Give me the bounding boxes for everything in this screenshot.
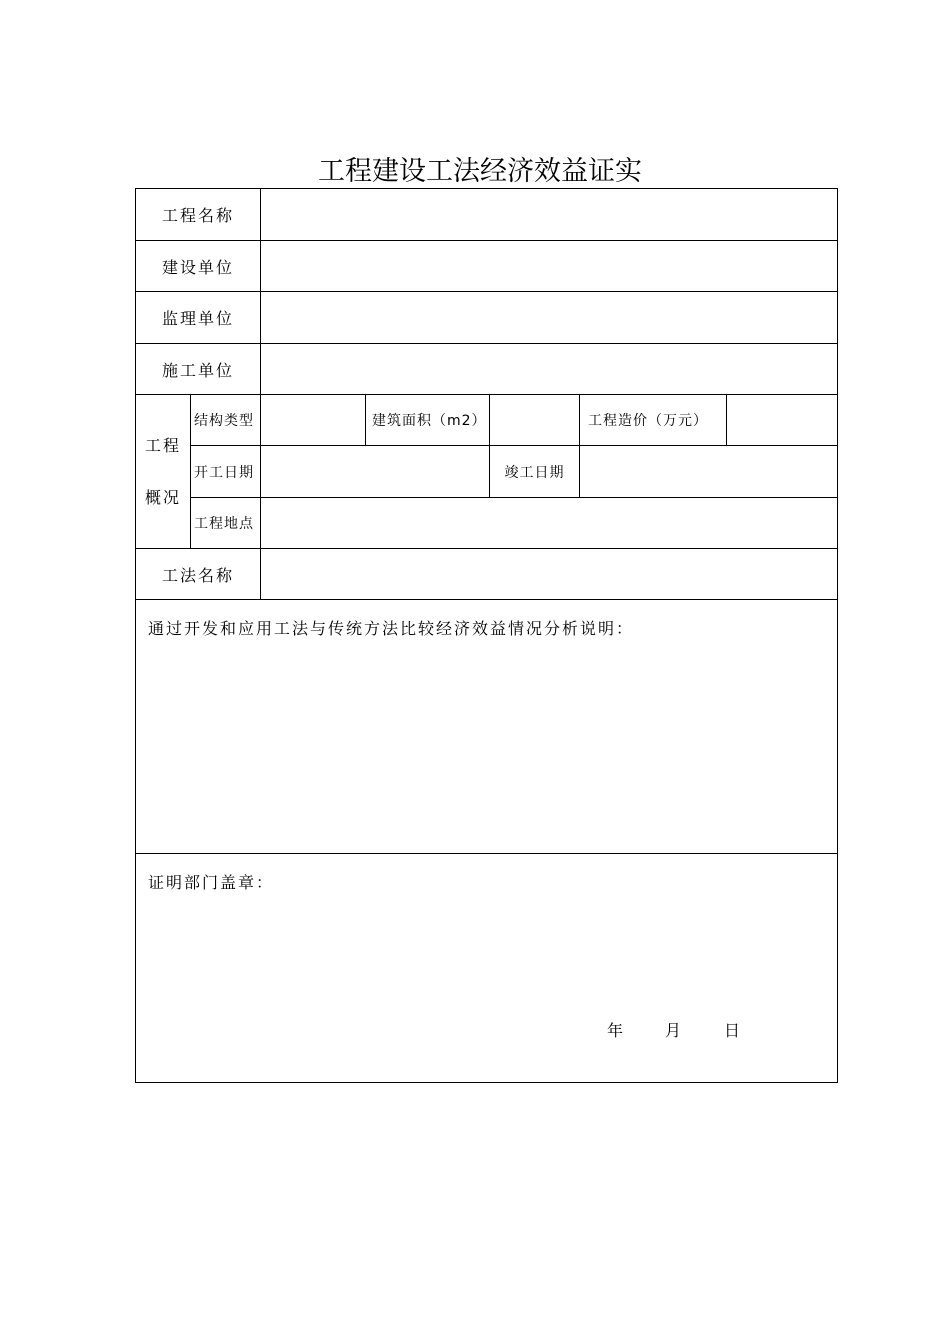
- economic-analysis-section[interactable]: [135, 599, 838, 854]
- method-name-label: 工法名称: [135, 548, 261, 600]
- date-month: 月: [665, 1021, 682, 1040]
- certification-section[interactable]: [135, 853, 838, 1083]
- supervision-unit-field[interactable]: [260, 291, 838, 344]
- construction-unit-field[interactable]: [260, 240, 838, 292]
- completion-date-label: 竣工日期: [489, 445, 580, 498]
- structure-type-field[interactable]: [260, 394, 366, 446]
- supervision-unit-label: 监理单位: [135, 291, 261, 344]
- project-overview-label: [135, 394, 191, 549]
- builder-unit-field[interactable]: [260, 343, 838, 395]
- start-date-field[interactable]: [260, 445, 490, 498]
- certification-label: 证明部门盖章：: [148, 873, 275, 892]
- project-name-field[interactable]: [260, 188, 838, 241]
- economic-analysis-label: 通过开发和应用工法与传统方法比较经济效益情况分析说明：: [148, 619, 635, 638]
- project-cost-label: 工程造价（万元）: [579, 394, 727, 446]
- method-name-field[interactable]: [260, 548, 838, 600]
- completion-date-field[interactable]: [579, 445, 838, 498]
- project-location-label: 工程地点: [190, 497, 261, 549]
- overview-label-line2: 概况: [144, 487, 181, 507]
- construction-unit-label: 建设单位: [135, 240, 261, 292]
- certification-form: [135, 188, 838, 1083]
- overview-label-line1: 工程: [144, 435, 181, 455]
- project-name-label: 工程名称: [135, 188, 261, 241]
- date-day: 日: [724, 1021, 741, 1040]
- page-title: 工程建设工法经济效益证实: [318, 156, 642, 187]
- start-date-label: 开工日期: [190, 445, 261, 498]
- building-area-field[interactable]: [489, 394, 580, 446]
- structure-type-label: 结构类型: [190, 394, 261, 446]
- builder-unit-label: 施工单位: [135, 343, 261, 395]
- date-year: 年: [607, 1021, 624, 1040]
- project-location-field[interactable]: [260, 497, 838, 549]
- building-area-label: 建筑面积（m2）: [365, 394, 490, 446]
- project-cost-field[interactable]: [726, 394, 838, 446]
